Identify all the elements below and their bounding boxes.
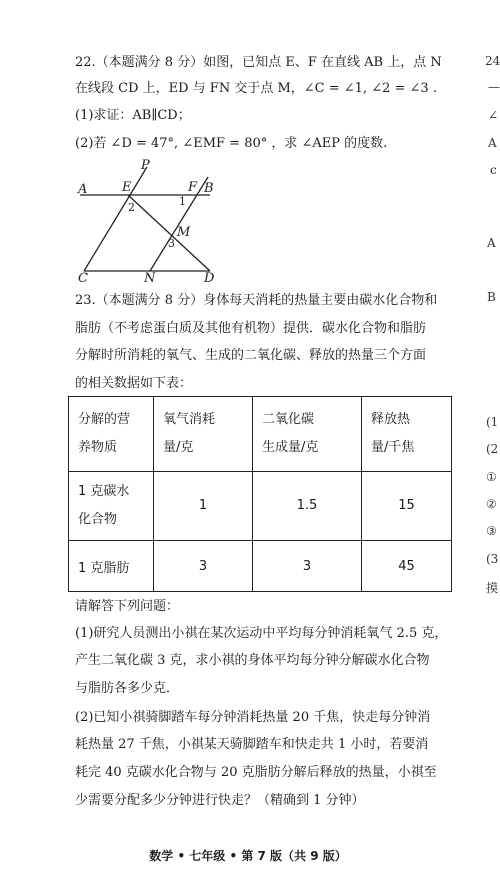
q23-line3: 分解时所消耗的氧气、生成的二氧化碳、释放的热量三个方面 (75, 348, 427, 363)
label-M: M (177, 225, 191, 240)
label-angle-2: 2 (128, 201, 135, 214)
table-cell: 1 (154, 472, 253, 541)
edge-text: 摸 (486, 581, 499, 595)
edge-text: A (487, 236, 496, 250)
edge-text: (3 (486, 552, 499, 566)
page-footer: 数学 • 七年级 • 第 7 版（共 9 版） (149, 849, 347, 863)
label-P: P (141, 158, 150, 173)
label-C: C (78, 271, 88, 286)
edge-text: 24 (485, 54, 500, 68)
label-angle-1: 1 (179, 195, 186, 208)
table-cell: 1.5 (253, 472, 362, 541)
q23-p2-line1: (2)已知小祺骑脚踏车每分钟消耗热量 20 千焦，快走每分钟消 (75, 710, 431, 725)
label-A: A (78, 182, 88, 197)
table-header-row (69, 397, 452, 472)
q23-line2: 脂肪（不考虑蛋白质及其他有机物）提供．碳水化合物和脂肪 (75, 321, 427, 336)
label-F: F (188, 180, 198, 195)
header-cell: 释放热 量/千焦 (362, 397, 452, 472)
label-D: D (204, 271, 215, 286)
q23-p1-line2: 产生二氧化碳 3 克，求小祺的身体平均每分钟分解碳水化合物 (75, 653, 430, 668)
geometry-figure (70, 155, 230, 285)
q22-line2: 在线段 CD 上，ED 与 FN 交于点 M，∠C = ∠1, ∠2 = ∠3 . (75, 81, 437, 96)
q23-line1: 23.（本题满分 8 分）身体每天消耗的热量主要由碳水化合物和 (75, 293, 438, 308)
edge-text: B (487, 290, 496, 304)
table-cell: 3 (154, 541, 253, 592)
q23-p2-line2: 耗热量 27 千焦，小祺某天骑脚踏车和快走共 1 小时，若要消 (75, 737, 429, 752)
edge-text: (2 (486, 442, 499, 456)
label-N: N (144, 271, 156, 286)
q23-p2-line3: 耗完 40 克碳水化合物与 20 克脂肪分解后释放的热量，小祺至 (75, 765, 437, 780)
nutrient-table (68, 396, 452, 592)
edge-text: ∠ (488, 108, 499, 122)
q23-p2-line4: 少需要分配多少分钟进行快走？（精确到 1 分钟） (75, 793, 365, 808)
edge-text: A (488, 136, 497, 150)
q23-p1-line1: (1)研究人员测出小祺在某次运动中平均每分钟消耗氧气 2.5 克， (75, 626, 448, 641)
header-cell: 分解的营 养物质 (69, 397, 154, 472)
label-E: E (122, 180, 132, 195)
header-cell: 氧气消耗 量/克 (154, 397, 253, 472)
q22-part1: (1)求证：AB∥CD； (75, 108, 191, 123)
q23-line4: 的相关数据如下表： (75, 376, 193, 391)
edge-text: c (490, 163, 497, 177)
edge-text: ① (486, 470, 497, 484)
table-cell: 15 (362, 472, 452, 541)
row-label: 1 克碳水 化合物 (69, 472, 154, 541)
table-row (69, 541, 452, 592)
table-cell: 45 (362, 541, 452, 592)
row-label: 1 克脂肪 (69, 541, 154, 592)
q23-p1-line3: 与脂肪各多少克． (75, 681, 180, 696)
q22-line1: 22.（本题满分 8 分）如图，已知点 E、F 在直线 AB 上，点 N (75, 55, 442, 70)
edge-text: ② (486, 497, 497, 511)
edge-text: (1 (486, 415, 499, 429)
edge-text: — (488, 80, 500, 94)
table-row (69, 472, 452, 541)
q22-part2: (2)若 ∠D = 47°, ∠EMF = 80° ，求 ∠AEP 的度数. (75, 136, 388, 151)
edge-text: ③ (486, 524, 497, 538)
label-angle-3: 3 (168, 237, 175, 250)
table-cell: 3 (253, 541, 362, 592)
q23-prompt: 请解答下列问题： (75, 599, 180, 614)
label-B: B (204, 181, 214, 196)
header-cell: 二氧化碳 生成量/克 (253, 397, 362, 472)
